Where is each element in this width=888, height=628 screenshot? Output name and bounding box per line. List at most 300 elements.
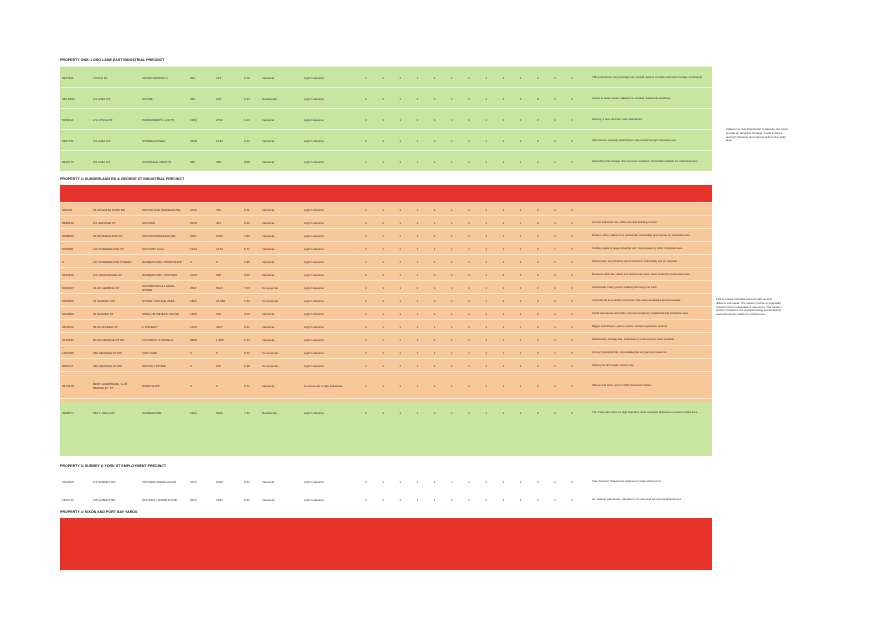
floor-area-cell: 538	[216, 272, 222, 277]
score-value: 1	[519, 298, 522, 303]
score-value: 1	[468, 259, 470, 264]
score-value: 1	[433, 75, 436, 80]
score-value: 1	[468, 138, 470, 143]
note-cell: Sole 'Fleeting' Warehouse adjacent to large showrooms.	[592, 480, 662, 484]
score-value: 1	[450, 272, 453, 277]
score-value: 1	[468, 246, 470, 251]
score-value: 1	[502, 220, 505, 225]
zone-cell: Industrial	[262, 75, 275, 80]
proposed-use-cell: Light Industrial	[304, 311, 324, 316]
ref-cell: 6296981	[62, 246, 74, 251]
score-value: 1	[485, 246, 487, 251]
floor-area-cell: 335	[216, 159, 222, 164]
score-value: 4	[365, 159, 367, 164]
area-cell: 2130	[190, 207, 197, 212]
score-value: 3	[571, 259, 573, 264]
score-value: 1	[519, 324, 522, 329]
zone-cell: Residential	[262, 96, 277, 101]
score-value: 1	[450, 233, 453, 238]
score-value: 1	[433, 324, 436, 329]
area-cell: 0	[190, 383, 192, 388]
address-cell: BEST HARDWARE, G-30 BERKELEY ST	[93, 381, 128, 390]
table-row	[60, 345, 712, 359]
score-value: 1	[433, 259, 436, 264]
proposed-use-cell: Light Industrial	[304, 75, 324, 80]
scores-cell	[365, 160, 590, 164]
proposed-use-cell: Light Industrial	[304, 350, 324, 355]
score-value: 1	[485, 410, 487, 415]
ratio-cell: 1.95	[244, 259, 250, 264]
score-value: 1	[399, 324, 402, 329]
score-value: 1	[399, 259, 402, 264]
score-value: 1	[502, 480, 505, 484]
note-cell: Bigger workshops - joinery works. Limited expansion options.	[592, 324, 668, 328]
area-cell: 0	[190, 350, 192, 355]
score-value: 1	[519, 246, 522, 251]
proposed-use-cell: Light Industrial	[304, 233, 324, 238]
score-value: 1	[485, 233, 487, 238]
score-value: 1	[416, 324, 419, 329]
use-cell: STOREHOUSES	[142, 138, 165, 143]
use-cell: OFFICES	[142, 220, 156, 225]
zone-cell: Industrial	[262, 324, 275, 329]
area-cell: 0	[190, 363, 192, 368]
ratio-cell: 0.68	[244, 159, 250, 164]
ratio-cell: 0.39	[244, 363, 250, 368]
ref-cell: 6223773	[62, 159, 74, 164]
floor-area-cell: 2184	[216, 498, 223, 502]
zone-cell: Industrial	[262, 383, 275, 388]
score-value: 1	[399, 75, 402, 80]
ratio-cell: 0.71	[244, 383, 250, 388]
score-value: 1	[502, 363, 505, 368]
score-value: 1	[468, 220, 470, 225]
score-value: 1	[382, 285, 384, 290]
note-cell: Parking lot and repair, vacant use.	[592, 363, 635, 367]
zone-cell: Industrial	[262, 246, 275, 251]
address-cell: 99 SUNDERLAND ST	[93, 233, 123, 238]
score-value: 1	[554, 383, 556, 388]
score-value: 4	[365, 324, 367, 329]
area-cell: 1303	[190, 311, 197, 316]
ratio-cell: 0.41	[244, 480, 250, 484]
scores-cell	[365, 234, 590, 238]
use-cell: OFFICE / STORE	[142, 363, 166, 368]
note-cell: Pebble masonry large industrial unit. Surrounded by other industrial uses.	[592, 246, 683, 250]
score-value: 1	[450, 159, 453, 164]
address-cell: 33-49 GEORGE ST	[93, 285, 120, 290]
proposed-use-cell: Light Industrial	[304, 337, 324, 342]
table-row	[60, 215, 712, 229]
ratio-cell: 0.63	[244, 311, 250, 316]
zone-cell: Industrial	[262, 337, 275, 342]
note-cell: Currently let to a variety of tenants. Site well maintained and accessible.	[592, 298, 682, 302]
score-value: 1	[399, 337, 402, 342]
score-value: 3	[571, 298, 573, 303]
proposed-use-cell: Light Industrial	[304, 410, 324, 415]
score-value: 3	[571, 337, 573, 342]
score-value: 3	[571, 480, 573, 484]
score-value: 1	[382, 324, 384, 329]
table-row	[60, 371, 712, 399]
score-value: 1	[468, 498, 470, 502]
score-value: 1	[519, 383, 522, 388]
score-value: 1	[502, 138, 505, 143]
score-value: 1	[416, 246, 419, 251]
score-value: 1	[450, 311, 453, 316]
table-row	[60, 280, 712, 294]
ratio-cell: 7.63	[244, 233, 250, 238]
address-cell: 89-91 ALFRED ST	[93, 324, 118, 329]
ratio-cell: 0.52	[244, 272, 250, 277]
score-value: 1	[502, 207, 505, 212]
score-value: 1	[382, 207, 384, 212]
score-value: 1	[416, 96, 419, 101]
use-cell: AVONDALE CRAFTS	[142, 159, 171, 164]
score-value: 1	[502, 117, 505, 122]
score-value: 2	[382, 220, 384, 225]
score-value: 3	[571, 75, 573, 80]
proposed-use-cell: Light Industrial	[304, 285, 324, 290]
score-value: 1	[554, 246, 556, 251]
zone-cell: Commercial	[262, 285, 279, 290]
score-value: 1	[416, 138, 419, 143]
score-value: 1	[502, 337, 505, 342]
address-cell: 1/3 SURREY RD	[93, 480, 116, 484]
score-value: 1	[554, 272, 556, 277]
floor-area-cell: 1,405	[216, 337, 224, 342]
score-value: 1	[399, 138, 402, 143]
score-value: 4	[365, 259, 367, 264]
ratio-cell: 1.51	[244, 298, 250, 303]
score-value: 1	[468, 298, 470, 303]
score-value: 1	[468, 117, 470, 122]
scores-cell	[365, 260, 590, 264]
note-cell: Ex, starting warehouse. Situation in its area and its local neighbourhood.	[592, 498, 682, 502]
floor-area-cell: 0	[216, 383, 218, 388]
score-value: 1	[382, 272, 384, 277]
note-cell: Former industrial site, consolidated as car yard and sales lot.	[592, 350, 668, 354]
score-value: 2	[536, 159, 539, 164]
scores-cell	[365, 325, 590, 329]
area-cell: 0	[190, 259, 192, 264]
score-value: 1	[519, 138, 522, 143]
score-value: 2	[536, 285, 539, 290]
score-value: 1	[382, 350, 384, 355]
section-title: PROPERTY ONE: LONG LANE EAST INDUSTRIAL PRECINCT	[60, 58, 165, 62]
score-value: 4	[365, 410, 367, 415]
score-value: 4	[365, 75, 367, 80]
address-cell: 105 ALBERT RD	[93, 498, 116, 502]
score-value: 1	[416, 272, 419, 277]
score-value: 1	[416, 159, 419, 164]
use-cell: OFFICE AND WAREHOUSE	[142, 207, 181, 212]
score-value: 3	[571, 363, 573, 368]
score-value: 1	[399, 498, 402, 502]
score-value: 1	[382, 410, 384, 415]
score-value: 1	[382, 337, 384, 342]
score-value: 1	[433, 298, 436, 303]
score-value: 1	[502, 311, 505, 316]
scores-cell	[365, 118, 590, 122]
ratio-cell: 0.11	[244, 207, 250, 212]
ratio-cell: 0.72	[244, 350, 250, 355]
score-value: 1	[450, 324, 453, 329]
proposed-use-cell: Light Industrial	[304, 138, 324, 143]
address-cell: 3/3 AXEL ST	[93, 159, 111, 164]
zone-cell: Industrial	[262, 207, 275, 212]
score-value: 1	[450, 285, 453, 290]
note-cell: TBC preference, long frontage site. Would need to consider with site frontage constraints.	[592, 75, 703, 79]
table-row	[60, 228, 712, 242]
area-cell: 490	[190, 159, 196, 164]
address-cell: 15-19 WHITE PARK RD	[93, 207, 126, 212]
ref-cell: 6443305	[62, 272, 74, 277]
score-value: 1	[519, 337, 522, 342]
score-value: 2	[536, 350, 539, 355]
score-value: 1	[485, 498, 487, 502]
note-cell: Well fenced, recently refurbished; may remain as light industrial use.	[592, 138, 677, 142]
score-value: 1	[433, 311, 436, 316]
score-value: 1	[468, 159, 470, 164]
score-value: 1	[382, 298, 384, 303]
score-value: 1	[519, 363, 522, 368]
table-row	[60, 358, 712, 372]
zone-cell: Industrial	[262, 138, 275, 143]
score-value: 3	[571, 383, 573, 388]
address-cell: 256 GEORGE ST RD	[93, 363, 122, 368]
floor-area-cell: 120	[216, 96, 222, 101]
score-value: 1	[416, 298, 419, 303]
note-cell: Warehouse, use showing low investment. Potentially site for renewal.	[592, 259, 678, 263]
score-value: 1	[450, 259, 453, 264]
score-value: 4	[365, 480, 367, 484]
score-value: 1	[485, 383, 487, 388]
score-value: 1	[468, 480, 470, 484]
score-value: 2	[536, 138, 539, 143]
score-value: 1	[399, 285, 402, 290]
score-value: 1	[468, 272, 470, 277]
score-value: 1	[485, 138, 487, 143]
score-value: 3	[571, 272, 573, 277]
score-value: 1	[468, 285, 470, 290]
score-value: 2	[536, 298, 539, 303]
score-value: 1	[554, 298, 556, 303]
score-value: 4	[365, 233, 367, 238]
score-value: 4	[365, 117, 367, 122]
area-cell: 2567	[190, 285, 197, 290]
score-value: 1	[382, 75, 384, 80]
address-cell: 1/2 GEORGE ST	[93, 220, 116, 225]
score-value: 1	[485, 117, 487, 122]
ratio-cell: 3.76	[244, 75, 250, 80]
area-cell: 1433	[190, 324, 197, 329]
ref-cell: 5062117	[62, 363, 74, 368]
floor-area-cell: 0	[216, 350, 218, 355]
score-value: 1	[416, 207, 419, 212]
score-value: 1	[468, 410, 470, 415]
score-value: 1	[433, 220, 436, 225]
area-cell: 3458	[190, 138, 197, 143]
score-value: 1	[416, 498, 419, 502]
table-row	[60, 241, 712, 255]
score-value: 1	[485, 207, 487, 212]
ratio-cell: 0.41	[244, 117, 250, 122]
score-value: 1	[433, 285, 436, 290]
use-cell: OFFICES/WAREHOUSE	[142, 233, 176, 238]
score-value: 1	[433, 159, 436, 164]
area-cell: 6274	[190, 480, 197, 484]
area-cell: 4874	[190, 498, 197, 502]
score-value: 1	[554, 324, 556, 329]
score-value: 1	[502, 383, 505, 388]
score-value: 1	[468, 383, 470, 388]
score-value: 3	[571, 410, 573, 415]
ref-cell: 0	[62, 259, 64, 264]
ref-cell: 1463716	[62, 498, 74, 502]
floor-area-cell: 1433	[216, 138, 223, 143]
scores-cell	[365, 76, 590, 80]
score-value: 1	[382, 117, 384, 122]
use-cell: WAREHOUSE / OFFICES	[142, 272, 178, 277]
score-value: 1	[399, 207, 402, 212]
area-cell: 1944	[190, 246, 197, 251]
address-cell: 89 ALFRED ST	[93, 311, 114, 316]
score-value: 3	[571, 324, 573, 329]
score-value: 1	[519, 480, 522, 484]
area-cell: 1360	[190, 117, 197, 122]
score-value: 1	[554, 207, 556, 212]
table-row	[60, 254, 712, 268]
score-value: 1	[485, 75, 487, 80]
score-value: 1	[382, 96, 384, 101]
score-value: 1	[519, 220, 522, 225]
score-value: 1	[502, 285, 505, 290]
score-value: 1	[399, 233, 402, 238]
use-cell: CHURCHWOOD S	[142, 75, 168, 80]
score-value: 1	[382, 159, 384, 164]
ref-cell: 966418	[62, 207, 73, 212]
score-value: 4	[365, 272, 367, 277]
ref-cell: 6216453	[62, 337, 74, 342]
score-value: 1	[468, 207, 470, 212]
scores-cell	[365, 351, 590, 355]
score-value: 1	[433, 272, 436, 277]
score-value: 1	[450, 138, 453, 143]
table-row	[60, 293, 712, 307]
score-value: 1	[468, 311, 470, 316]
ref-cell: 6443407	[62, 285, 74, 290]
score-value: 1	[382, 480, 384, 484]
score-value: 1	[416, 259, 419, 264]
score-value: 1	[554, 259, 556, 264]
score-value: 1	[433, 480, 436, 484]
score-value: 1	[399, 383, 402, 388]
zone-cell: Industrial	[262, 159, 275, 164]
score-value: 1	[554, 117, 556, 122]
ref-cell: 2403165	[62, 480, 74, 484]
score-value: 1	[485, 298, 487, 303]
score-value: 1	[399, 363, 402, 368]
note-cell: Business park site, office and warehouse uses. Surrounded by residential uses.	[592, 272, 691, 276]
score-value: 1	[433, 363, 436, 368]
score-value: 1	[554, 480, 556, 484]
address-cell: LYNCH ST	[93, 75, 108, 80]
score-value: 4	[365, 383, 367, 388]
proposed-use-cell: Light Industrial	[304, 498, 324, 502]
score-value: 1	[485, 272, 487, 277]
scores-cell	[365, 208, 590, 212]
floor-area-cell: 1089	[216, 233, 223, 238]
area-cell: 1924	[190, 410, 197, 415]
score-value: 1	[485, 480, 487, 484]
ref-cell: 1467389	[62, 350, 74, 355]
address-cell: 1/3 ANCHORAGE AV	[93, 272, 122, 277]
proposed-use-cell: Light Industrial	[304, 117, 324, 122]
zone-cell: Industrial	[262, 311, 275, 316]
floor-area-cell: 210	[216, 363, 222, 368]
score-value: 1	[433, 233, 436, 238]
score-value: 3	[571, 96, 573, 101]
use-cell: SMALL BUSINESS HOUSE	[142, 311, 180, 316]
score-value: 1	[502, 259, 505, 264]
score-value: 1	[416, 350, 419, 355]
score-value: 2	[536, 117, 539, 122]
score-value: 1	[468, 350, 470, 355]
use-cell: WAREHOUSE / WORKSHOP	[142, 259, 182, 264]
score-value: 1	[519, 75, 522, 80]
use-cell: SHOWROOM & LARGE STORE	[142, 283, 175, 292]
score-value: 2	[536, 220, 539, 225]
floor-area-cell: 210	[216, 311, 222, 316]
address-cell: 250 1 JOHN RD	[93, 410, 115, 415]
score-value: 4	[365, 285, 367, 290]
use-cell: OFFICES/ WAREHOUSE	[142, 480, 177, 484]
score-value: 1	[554, 96, 556, 101]
use-cell: F JOINERY	[142, 324, 158, 329]
note-cell: Former industrial site, office use and building remain.	[592, 220, 658, 224]
score-value: 4	[365, 298, 367, 303]
score-value: 1	[433, 138, 436, 143]
use-cell: CAR YARD	[142, 350, 158, 355]
score-value: 1	[450, 498, 453, 502]
area-cell: 350	[190, 96, 196, 101]
score-value: 1	[519, 285, 522, 290]
score-value: 1	[433, 96, 436, 101]
area-cell: 2420	[190, 272, 197, 277]
score-value: 3	[571, 207, 573, 212]
floor-area-cell: 6623	[216, 285, 223, 290]
score-value: 1	[382, 498, 384, 502]
score-value: 1	[502, 272, 505, 277]
score-value: 1	[433, 498, 436, 502]
address-cell: 3/2 AXEL ST	[93, 138, 111, 143]
score-value: 1	[416, 233, 419, 238]
score-value: 1	[519, 311, 522, 316]
score-value: 1	[382, 363, 384, 368]
ratio-cell: 0.41	[244, 138, 250, 143]
score-value: 1	[450, 298, 453, 303]
score-value: 1	[382, 233, 384, 238]
zone-cell: Industrial	[262, 220, 275, 225]
proposed-use-cell: Light Industrial	[304, 272, 324, 277]
ref-cell: 5423012	[62, 324, 74, 329]
score-value: 3	[571, 246, 573, 251]
score-value: 1	[416, 337, 419, 342]
score-value: 1	[554, 75, 556, 80]
score-value: 2	[536, 233, 539, 238]
score-value: 1	[450, 480, 453, 484]
